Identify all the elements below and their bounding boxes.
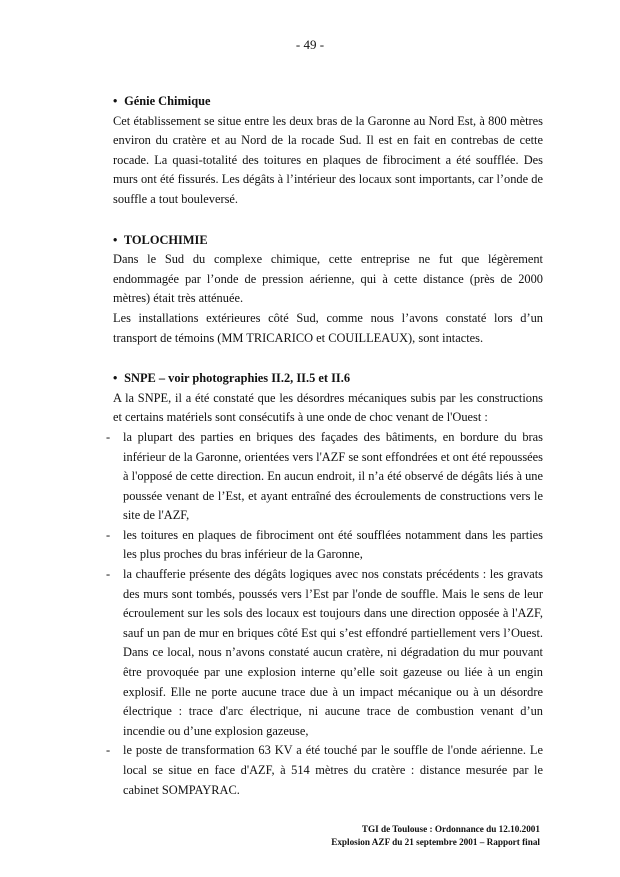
list-item bbox=[107, 565, 543, 741]
list-item bbox=[107, 428, 543, 526]
page-number: - 49 - bbox=[295, 37, 325, 52]
list-item-text: la chaufferie présente des dégâts logiques avec nos constats précédents : les gravats des murs sont tombés, poussés vers l’Est par l'onde de souffle. Mais le sens de leur écroulement sur les sols des locaux est toujours dans une direction opposée à l'AZF, sauf un pan de mur en briques côté Est qui s’est effondré partiellement vers l’Ouest. Dans ce local, nous n’avons constaté aucun cratère, ni dégradation du mur pouvant être provoquée par une explosion interne qu’elle soit gazeuse ou liée à un engin explosif. Elle ne porte aucune trace due à un impact mécanique ou à un désordre électrique : trace d'arc électrique, ni aucune trace de combustion venant d’un incendie ou d’une explosion gazeuse, bbox=[123, 567, 543, 738]
section-heading bbox=[113, 92, 543, 112]
bullet-icon: • bbox=[113, 94, 118, 108]
section-title: Génie Chimique bbox=[124, 94, 211, 108]
dash-icon: - bbox=[106, 429, 111, 444]
list-item bbox=[107, 741, 543, 800]
bullet-icon: • bbox=[113, 371, 118, 386]
dash-icon: - bbox=[106, 567, 111, 582]
section-title: TOLOCHIMIE bbox=[123, 232, 208, 247]
footer-line-court: TGI de Toulouse : Ordonnance du 12.10.2001 bbox=[361, 824, 540, 834]
section-title: SNPE – voir photographies II.2, II.5 et II.6 bbox=[124, 371, 351, 386]
dash-icon: - bbox=[106, 527, 111, 542]
paragraph: A la SNPE, il a été constaté que les désordres mécaniques subis par les constructions et certains matériels sont consécutifs à une onde de choc venant de l'Ouest : bbox=[113, 390, 543, 425]
list-item-text: la plupart des parties en briques des façades des bâtiments, en bordure du bras inférieur de la Garonne, orientées vers l'AZF se sont effondrées et ont été repoussées à l'opposé de cette direction. En aucun endroit, il n’a été observé de dégâts liés à une poussée venant de l’Est, et ayant entraîné des écroulements de constructions vers le site de l'AZF, bbox=[123, 429, 543, 523]
paragraph: Les installations extérieures côté Sud, comme nous l’avons constaté lors d’un transport de témoins (MM TRICARICO et COUILLEAUX), sont intactes. bbox=[113, 310, 543, 345]
list-item-text: les toitures en plaques de fibrociment ont été soufflées notamment dans les parties les plus proches du bras inférieur de la Garonne, bbox=[123, 527, 543, 562]
section-tolochimie bbox=[113, 231, 543, 349]
section-snpe bbox=[106, 369, 543, 800]
paragraph: Cet établissement se situe entre les deux bras de la Garonne au Nord Est, à 800 mètres environ du cratère et au Nord de la rocade Sud. Il est en fait en contrebas de cette rocade. La quasi-totalité des toitures en plaques de fibrociment a été soufflée. Des murs ont été fissurés. Les dégâts à l’intérieur des locaux sont importants, car l’onde de souffle a tout bouleversé. bbox=[113, 113, 543, 206]
damage-list bbox=[106, 428, 543, 800]
list-item bbox=[107, 526, 543, 565]
section-heading bbox=[113, 231, 543, 251]
page-footer bbox=[331, 823, 540, 849]
document-body bbox=[106, 92, 543, 821]
section-heading bbox=[113, 369, 543, 389]
list-item-text: le poste de transformation 63 KV a été touché par le souffle de l'onde aérienne. Le local se situe en face d'AZF, à 514 mètres du cratère : distance mesurée par le cabinet SOMPAYRAC. bbox=[123, 743, 543, 797]
section-genie-chimique bbox=[113, 92, 543, 210]
bullet-icon: • bbox=[113, 232, 118, 247]
footer-line-report: Explosion AZF du 21 septembre 2001 – Rapport final bbox=[331, 837, 540, 847]
paragraph: Dans le Sud du complexe chimique, cette entreprise ne fut que légèrement endommagée par l’onde de pression aérienne, qui à cette distance (près de 2000 mètres) était très atténuée. bbox=[113, 252, 543, 306]
dash-icon: - bbox=[106, 743, 111, 758]
